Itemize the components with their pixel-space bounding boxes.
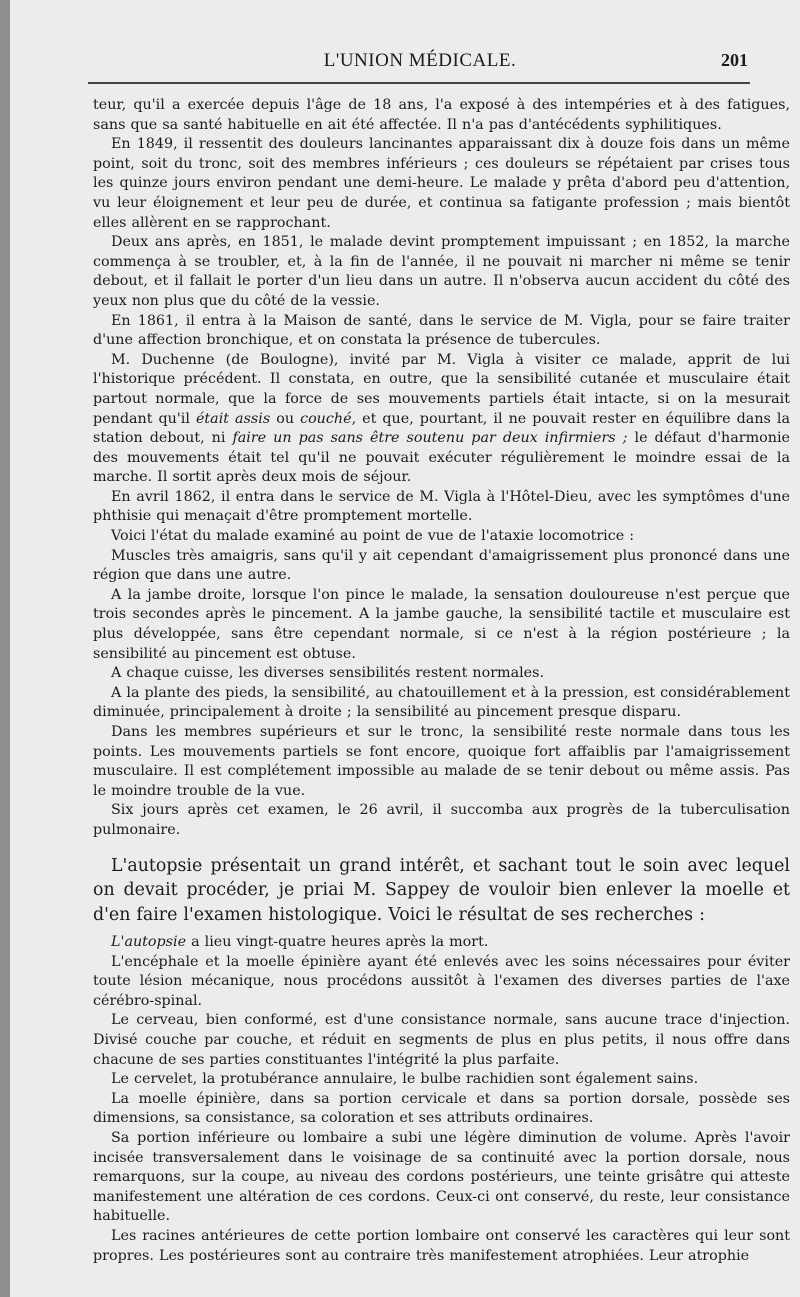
paragraph — [93, 953, 790, 1012]
page-number: 201 — [721, 50, 748, 70]
text-run: le défaut d'harmonie des mouvements était tel qu'il ne pouvait exécuter régulièrement le moindre essai de la marche. Il sortit après deux mois de séjour. — [93, 430, 790, 486]
text-run: Les racines antérieures de cette portion lombaire ont conservé les caractères qui leur sont propres. Les postérieures sont au contraire très manifestement atrophiées. Leur atrophie — [93, 1227, 790, 1264]
text-run: L'autopsie présentait un grand intérêt, et sachant tout le soin avec lequel on devait procéder, je priai M. Sappey de vouloir bien enlever la moelle et d'en faire l'examen histologique. Voici le résultat de ses recherches : — [93, 855, 790, 925]
paragraph — [93, 135, 790, 233]
running-title: L'UNION MÉDICALE. — [323, 50, 517, 71]
text-run: Voici l'état du malade examiné au point de vue de l'ataxie locomotrice : — [111, 528, 635, 545]
paragraph — [93, 586, 790, 664]
text-run: Deux ans après, en 1851, le malade devint promptement impuissant ; en 1852, la marche commença à se troubler, et, à la fin de l'année, il ne pouvait ni marcher ni même se tenir debout, et il fallait le porter d'un lieu dans un autre. Il n'observa aucun accident du côté des yeux non plus que du côté de la vessie. — [93, 234, 790, 309]
paragraph — [93, 684, 790, 723]
text-run: Muscles très amaigris, sans qu'il y ait cependant d'amaigrissement plus prononcé dans une région que dans une autre. — [93, 547, 790, 584]
text-run: teur, qu'il a exercée depuis l'âge de 18 ans, l'a exposé à des intempéries et à des fatigues, sans que sa santé habituelle en ait été affectée. Il n'a pas d'antécédents syphilitiques. — [93, 97, 790, 133]
paragraph — [93, 664, 790, 684]
italic-text: faire un pas sans être soutenu par deux infirmiers ; — [232, 430, 628, 447]
text-run: Dans les membres supérieurs et sur le tronc, la sensibilité reste normale dans tous les points. Les mouvements partiels se font encore, quoique fort affaiblis par l'amaigrissement musculaire. Il est complétement impossible au malade de se tenir debout ou même assis. Pas le moindre trouble de la vue. — [93, 724, 790, 799]
paragraph — [93, 96, 790, 135]
italic-text: couché — [300, 410, 352, 427]
text-run: Six jours après cet examen, le 26 avril, il succomba aux progrès de la tuberculisation pulmonaire. — [93, 802, 790, 838]
paragraph — [93, 488, 790, 527]
paragraph — [93, 1129, 790, 1227]
paragraph — [93, 547, 790, 586]
text-run: En 1861, il entra à la Maison de santé, dans le service de M. Vigla, pour se faire traiter d'une affection bronchique, et on constata la présence de tubercules. — [93, 312, 790, 349]
running-header — [92, 50, 748, 74]
paragraph — [93, 527, 790, 547]
paragraph — [93, 1227, 790, 1266]
text-run: L'encéphale et la moelle épinière ayant été enlevés avec les soins nécessaires pour éviter toute lésion mécanique, nous procédons aussitôt à l'examen des diverses parties de l'axe cérébro-spinal. — [93, 953, 790, 1009]
header-rule — [88, 82, 750, 84]
italic-text: L' — [111, 934, 125, 951]
paragraph — [93, 312, 790, 351]
paragraph — [93, 854, 790, 928]
paragraph — [93, 933, 790, 953]
text-run: Le cervelet, la protubérance annulaire, le bulbe rachidien sont également sains. — [111, 1071, 699, 1088]
italic-text: autopsie — [124, 934, 187, 951]
paragraph — [93, 801, 790, 840]
text-run: La moelle épinière, dans sa portion cervicale et dans sa portion dorsale, possède ses dimensions, sa consistance, sa coloration et ses attributs ordinaires. — [93, 1090, 790, 1127]
paragraph — [93, 1011, 790, 1070]
text-run: A la plante des pieds, la sensibilité, au chatouillement et à la pression, est considérablement diminuée, principalement à droite ; la sensibilité au pincement presque disparu. — [93, 684, 790, 721]
paragraph — [93, 723, 790, 801]
document-page — [10, 0, 800, 1297]
text-run: a lieu vingt-quatre heures après la mort. — [186, 934, 489, 951]
text-run: En avril 1862, il entra dans le service de M. Vigla à l'Hôtel-Dieu, avec les symptômes d'une phthisie qui menaçait d'être promptement mortelle. — [93, 488, 790, 525]
text-run: ou — [270, 410, 301, 427]
text-run: M. Duchenne (de Boulogne), invité par M. Vigla à visiter ce malade, apprit de lui l'historique précédent. Il constata, en outre, que la sensibilité cutanée et musculaire était partout normale, que la force de ses mouvements partiels était intacte, si on la mesurait pendant qu'il — [93, 351, 790, 427]
italic-text: était assis — [195, 410, 271, 427]
text-run: En 1849, il ressentit des douleurs lancinantes apparaissant dix à douze fois dans un même point, soit du tronc, soit des membres inférieurs ; ces douleurs se répétaient par crises tous les quinze jours environ pendant une demi-heure. Le malade y prêta d'abord peu d'attention, vu leur éloignement et leur peu de durée, et continua sa fatigante profession ; mais bientôt elles allèrent en se rapprochant. — [93, 136, 790, 231]
paragraph — [93, 351, 790, 488]
body-text — [93, 96, 790, 1266]
paragraph — [93, 1090, 790, 1129]
text-run: Sa portion inférieure ou lombaire a subi une légère diminution de volume. Après l'avoir incisée transversalement dans le voisinage de sa continuité avec la portion dorsale, nous remarquons, sur la coupe, au niveau des cordons postérieurs, une teinte grisâtre qui atteste manifestement une altération de ces cordons. Ceux-ci ont conservé, du reste, leur consistance habituelle. — [93, 1130, 790, 1225]
paragraph — [93, 233, 790, 311]
paragraph — [93, 1070, 790, 1090]
text-run: , et que, pourtant, il ne pouvait rester en équilibre dans la station debout, ni — [93, 410, 790, 447]
text-run: Le cerveau, bien conformé, est d'une consistance normale, sans aucune trace d'injection. Divisé couche par couche, et réduit en segments de plus en plus petits, il nous offre dans chacune de ses parties constituantes l'intégrité la plus parfaite. — [93, 1012, 790, 1068]
text-run: A la jambe droite, lorsque l'on pince le malade, la sensation douloureuse n'est perçue que trois secondes après le pincement. A la jambe gauche, la sensibilité tactile et musculaire est plus développée, sans être cependant normale, si ce n'est à la région postérieure ; la sensibilité au pincement est obtuse. — [93, 586, 790, 662]
text-run: A chaque cuisse, les diverses sensibilités restent normales. — [111, 665, 545, 682]
